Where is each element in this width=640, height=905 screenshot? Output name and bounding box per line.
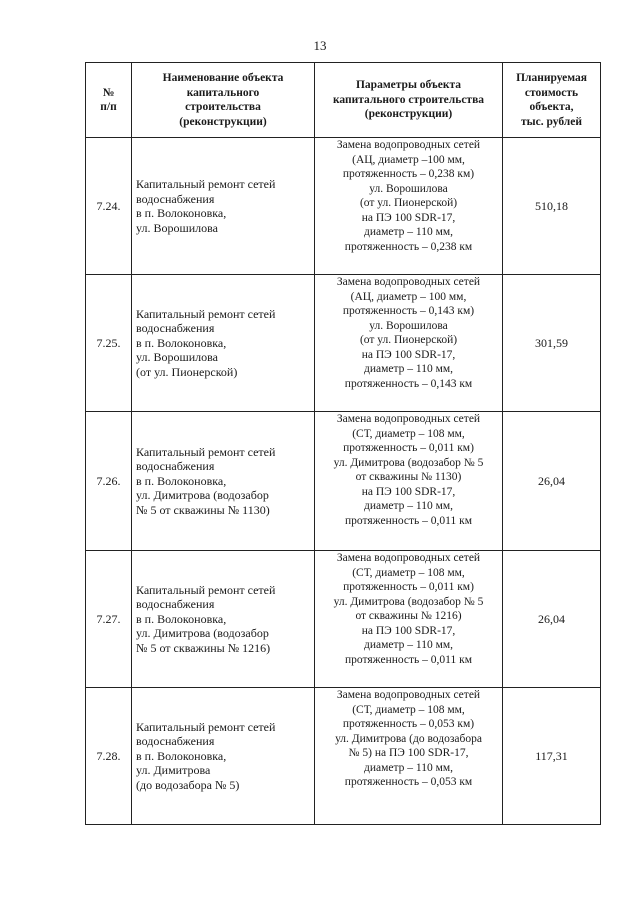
table-row	[86, 138, 601, 275]
object-name: Капитальный ремонт сетей водоснабжения в п. Волоконовка, ул. Ворошилова	[132, 138, 315, 275]
object-cost: 510,18	[503, 138, 601, 275]
object-cost: 26,04	[503, 551, 601, 688]
object-cost: 26,04	[503, 412, 601, 551]
row-number: 7.27.	[86, 551, 132, 688]
table-row	[86, 551, 601, 688]
row-number: 7.25.	[86, 275, 132, 412]
object-name: Капитальный ремонт сетей водоснабжения в п. Волоконовка, ул. Димитрова (водозабор № 5 от скважины № 1216)	[132, 551, 315, 688]
objects-table	[85, 62, 601, 825]
header-num: № п/п	[86, 63, 132, 138]
header-params: Параметры объекта капитального строительства (реконструкции)	[315, 63, 503, 138]
object-cost: 117,31	[503, 688, 601, 825]
object-params: Замена водопроводных сетей (СТ, диаметр – 108 мм, протяженность – 0,053 км) ул. Димитрова (до водозабора № 5) на ПЭ 100 SDR-17, диаметр – 110 мм, протяженность – 0,053 км	[315, 688, 503, 825]
row-number: 7.26.	[86, 412, 132, 551]
object-name: Капитальный ремонт сетей водоснабжения в п. Волоконовка, ул. Ворошилова (от ул. Пионерской)	[132, 275, 315, 412]
row-number: 7.28.	[86, 688, 132, 825]
header-name: Наименование объекта капитального строительства (реконструкции)	[132, 63, 315, 138]
table-header-row	[86, 63, 601, 138]
table-row	[86, 412, 601, 551]
object-params: Замена водопроводных сетей (СТ, диаметр – 108 мм, протяженность – 0,011 км) ул. Димитрова (водозабор № 5 от скважины № 1130) на ПЭ 100 SDR-17, диаметр – 110 мм, протяженность – 0,011 км	[315, 412, 503, 551]
table-row	[86, 688, 601, 825]
object-name: Капитальный ремонт сетей водоснабжения в п. Волоконовка, ул. Димитрова (до водозабора № 5)	[132, 688, 315, 825]
object-params: Замена водопроводных сетей (СТ, диаметр – 108 мм, протяженность – 0,011 км) ул. Димитрова (водозабор № 5 от скважины № 1216) на ПЭ 100 SDR-17, диаметр – 110 мм, протяженность – 0,011 км	[315, 551, 503, 688]
object-cost: 301,59	[503, 275, 601, 412]
object-name: Капитальный ремонт сетей водоснабжения в п. Волоконовка, ул. Димитрова (водозабор № 5 от скважины № 1130)	[132, 412, 315, 551]
table-row	[86, 275, 601, 412]
object-params: Замена водопроводных сетей (АЦ, диаметр – 100 мм, протяженность – 0,143 км) ул. Ворошилова (от ул. Пионерской) на ПЭ 100 SDR-17, диаметр – 110 мм, протяженность – 0,143 км	[315, 275, 503, 412]
row-number: 7.24.	[86, 138, 132, 275]
header-cost: Планируемая стоимость объекта, тыс. рублей	[503, 63, 601, 138]
page-number: 13	[313, 38, 327, 53]
object-params: Замена водопроводных сетей (АЦ, диаметр –100 мм, протяженность – 0,238 км) ул. Ворошилова (от ул. Пионерской) на ПЭ 100 SDR-17, диаметр – 110 мм, протяженность – 0,238 км	[315, 138, 503, 275]
